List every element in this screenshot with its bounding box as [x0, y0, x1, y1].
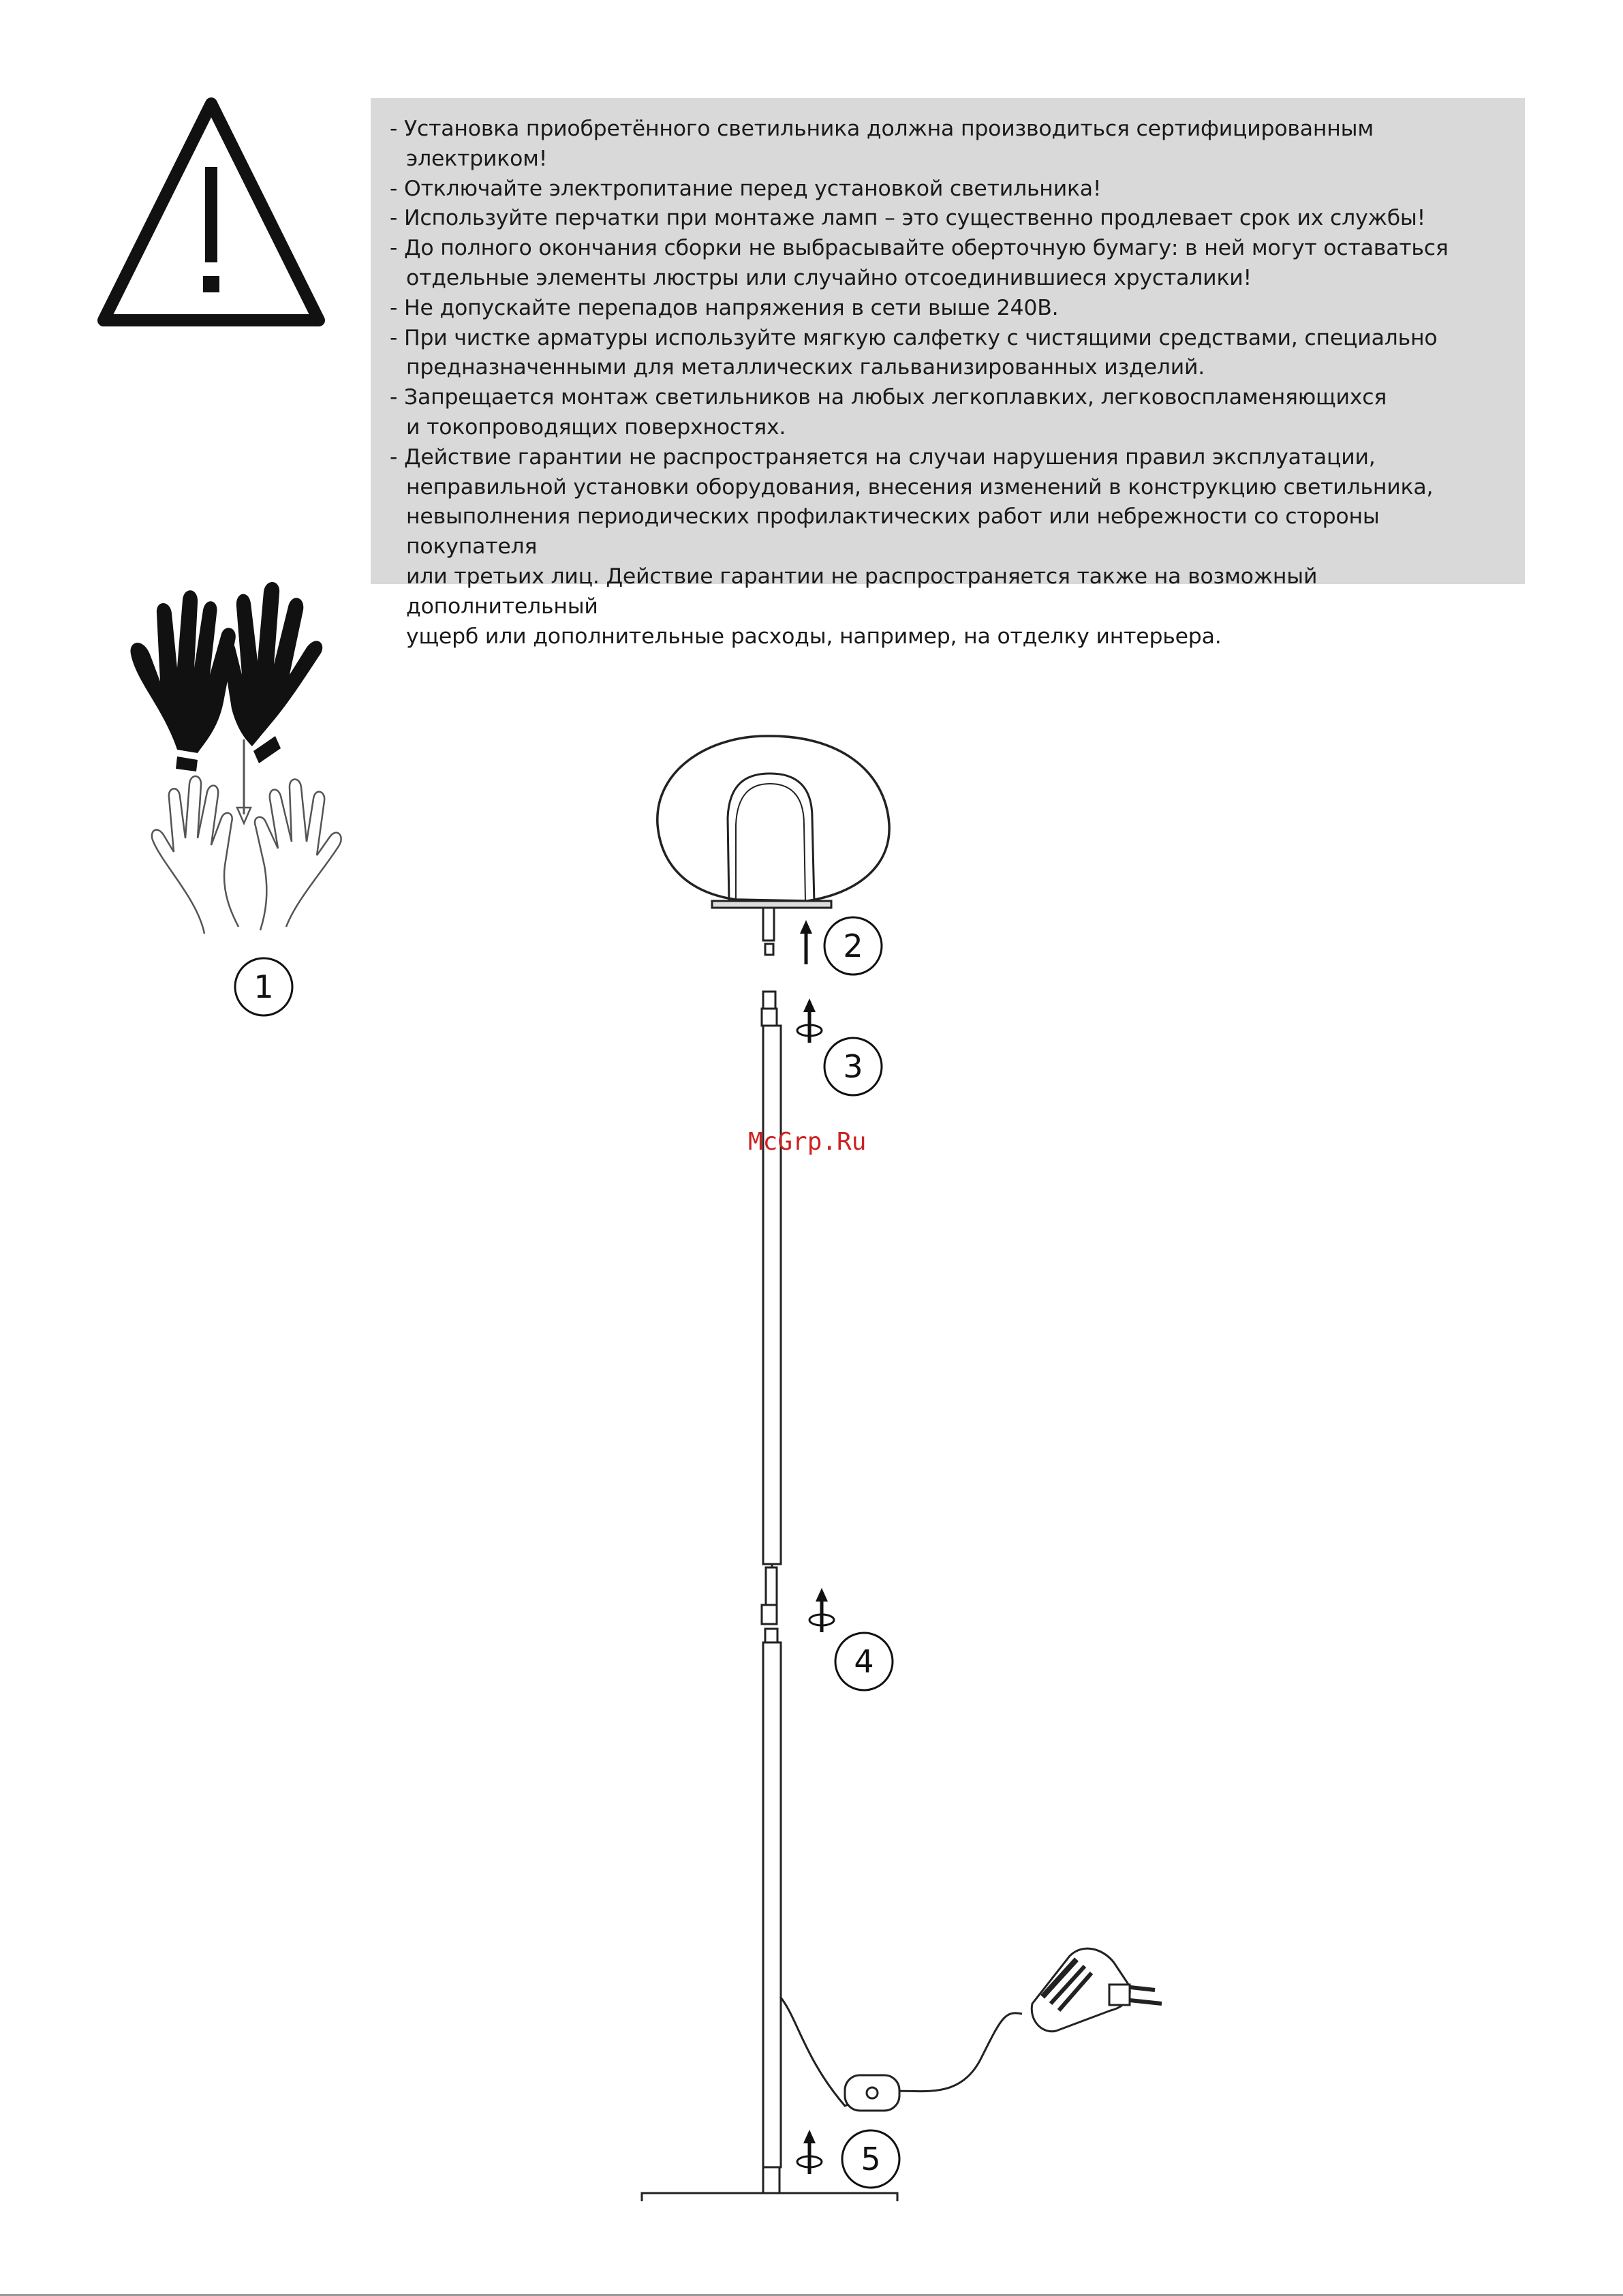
gloves-illustration — [123, 572, 382, 1022]
bare-hands-icon — [152, 776, 341, 934]
warning-triangle-icon — [95, 95, 327, 327]
warning-item: - Действие гарантии не распространяется на случаи нарушения правил эксплуатации, неправильной установки оборудования, внесения изменений в конструкцию светильника, невыполнения периодических профилактических работ или небрежности со стороны покупателя или третьих лиц. Действие гарантии не распространяется также на возможный дополнительный ущерб или дополнительные расходы, например, на отделку интерьера. — [390, 444, 1434, 649]
lower-tube — [763, 1642, 781, 2167]
step-4-badge — [835, 1633, 893, 1690]
lamp-assembly-diagram — [634, 722, 1179, 2201]
svg-text:4: 4 — [854, 1643, 874, 1680]
warning-item: - При чистке арматуры используйте мягкую салфетку с чистящими средствами, специально предназначенными для металлических гальванизированных изделий. — [390, 325, 1438, 380]
lamp-base — [642, 2193, 897, 2201]
lamp-shade — [658, 736, 889, 901]
step-5-badge — [842, 2130, 899, 2188]
warning-item: - Используйте перчатки при монтаже ламп – это существенно продлевает срок их службы! — [390, 206, 1426, 231]
warning-item: - Установка приобретённого светильника должна производиться сертифицированным электриком! — [390, 117, 1374, 171]
warning-item: - До полного окончания сборки не выбрасывайте оберточную бумагу: в ней могут оставаться отдельные элементы люстры или случайно отсоединившиеся хрусталики! — [390, 236, 1449, 290]
rotate-arrow-icon — [797, 2130, 822, 2174]
power-adapter-icon — [1032, 1948, 1162, 2032]
upper-tube — [763, 1026, 781, 1564]
warning-item: - Не допускайте перепадов напряжения в сети выше 240В. — [390, 295, 1059, 320]
warning-item: - Отключайте электропитание перед установкой светильника! — [390, 176, 1102, 201]
svg-text:3: 3 — [843, 1048, 863, 1085]
power-cable — [780, 1997, 1022, 2106]
rotate-arrow-icon — [797, 998, 822, 1043]
warning-item: - Запрещается монтаж светильников на любых легкоплавких, легковоспламеняющихся и токопроводящих поверхностях. — [390, 385, 1387, 440]
down-arrow-icon — [237, 739, 251, 823]
svg-text:5: 5 — [861, 2141, 881, 2177]
insert-arrow-icon — [800, 920, 812, 964]
warning-list — [390, 114, 1504, 652]
rotate-arrow-icon — [809, 1588, 834, 1632]
watermark-text: McGrp.Ru — [748, 1128, 867, 1156]
step-2-badge — [824, 917, 882, 975]
inline-switch-icon — [845, 2075, 899, 2111]
step-1-badge — [235, 958, 292, 1015]
svg-text:1: 1 — [253, 968, 274, 1005]
warning-box — [371, 98, 1525, 649]
gloves-icon — [131, 582, 323, 771]
step-3-badge — [824, 1038, 882, 1095]
svg-text:2: 2 — [843, 928, 863, 964]
